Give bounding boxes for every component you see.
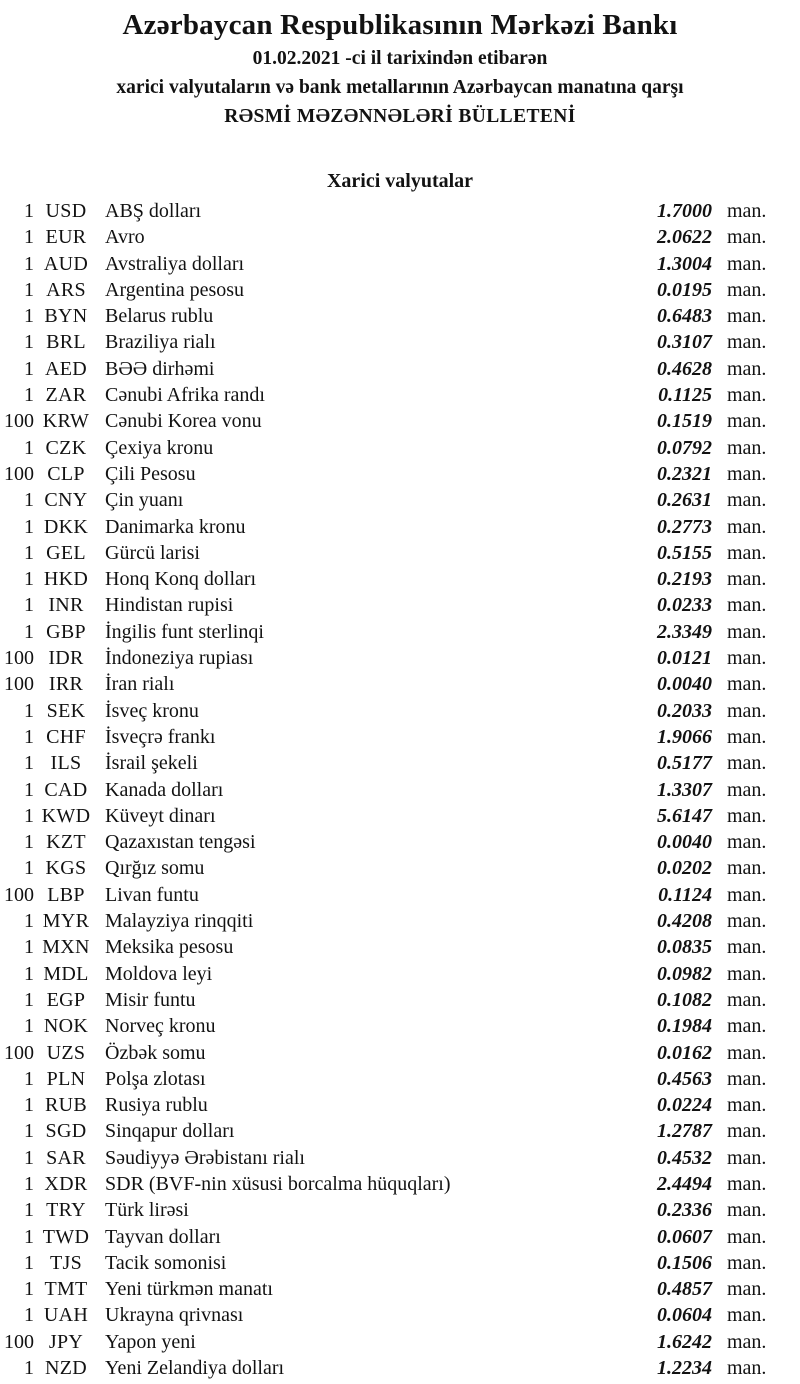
currency-name: Rusiya rublu [105,1094,208,1117]
currency-code: KGS [45,857,87,880]
table-row [0,1355,800,1381]
currency-unit: man. [727,331,767,354]
currency-rate: 0.4628 [657,357,712,380]
currency-name: Qazaxıstan tengəsi [105,831,256,854]
currency-code: EGP [46,988,86,1011]
table-row [0,487,800,513]
currency-quantity: 1 [24,226,34,249]
currency-rate: 0.0233 [657,594,712,617]
currency-name: Livan funtu [105,883,199,906]
table-row [0,1197,800,1223]
currency-quantity: 1 [24,910,34,933]
scope-line: xarici valyutaların və bank metallarının Azərbaycan manatına qarşı [116,77,684,98]
currency-rate: 0.4857 [657,1278,712,1301]
currency-rate: 0.0224 [657,1094,712,1117]
currency-code: KRW [42,410,90,433]
currency-rate: 0.4532 [657,1146,712,1169]
currency-name: Malayziya rinqqiti [105,910,254,933]
currency-rate: 0.1082 [657,988,712,1011]
currency-rate: 1.9066 [657,725,712,748]
currency-quantity: 1 [24,305,34,328]
table-row [0,303,800,329]
currency-name: Meksika pesosu [105,936,234,959]
currency-quantity: 1 [24,936,34,959]
currency-name: Tayvan dolları [105,1225,221,1248]
currency-rate: 1.2234 [657,1357,712,1380]
currency-name: Səudiyyə Ərəbistanı rialı [105,1146,305,1169]
currency-name: ABŞ dolları [105,200,202,222]
table-row [0,619,800,645]
currency-name: Yeni Zelandiya dolları [105,1357,285,1380]
currency-code: SAR [46,1146,86,1169]
table-row [0,698,800,724]
table-row [0,803,800,829]
currency-name: Belarus rublu [105,305,214,328]
currency-rate: 0.1984 [657,1015,712,1038]
currency-unit: man. [727,752,767,775]
currency-quantity: 1 [24,831,34,854]
currency-code: RUB [44,1094,88,1117]
currency-quantity: 1 [24,1015,34,1038]
currency-unit: man. [727,305,767,328]
currency-name: Braziliya rialı [105,331,216,354]
currency-unit: man. [727,857,767,880]
currency-name: Honq Konq dolları [105,568,257,591]
currency-quantity: 1 [24,1172,34,1195]
currency-quantity: 1 [24,752,34,775]
currency-name: İsveç kronu [105,699,199,722]
currency-name: Argentina pesosu [105,278,245,301]
currency-unit: man. [727,804,767,827]
currency-quantity: 1 [24,1357,34,1380]
table-row [0,224,800,250]
currency-code: AED [44,357,87,380]
currency-unit: man. [727,831,767,854]
currency-code: GBP [46,620,86,643]
currency-rate: 1.7000 [657,200,712,222]
currency-name: Yapon yeni [105,1330,196,1353]
currency-quantity: 1 [24,1120,34,1143]
currency-code: IDR [48,647,84,670]
currency-code: TRY [46,1199,86,1222]
table-row [0,251,800,277]
table-row [0,961,800,987]
currency-unit: man. [727,1146,767,1169]
currency-unit: man. [727,1015,767,1038]
currency-code: CNY [44,489,88,512]
currency-quantity: 1 [24,962,34,985]
table-row [0,1092,800,1118]
currency-code: EUR [45,226,87,249]
table-row [0,1145,800,1171]
currency-unit: man. [727,200,767,222]
currency-code: TJS [49,1251,83,1274]
currency-quantity: 1 [24,436,34,459]
currency-unit: man. [727,1278,767,1301]
currency-rate: 0.4563 [657,1067,712,1090]
currency-code: TWD [42,1225,90,1248]
currency-quantity: 1 [24,1251,34,1274]
currency-rate: 0.2193 [657,568,712,591]
currency-name: Cənubi Afrika randı [105,384,265,407]
currency-quantity: 1 [24,357,34,380]
currency-unit: man. [727,883,767,906]
table-row [0,855,800,881]
currency-unit: man. [727,988,767,1011]
table-row [0,671,800,697]
currency-rate: 5.6147 [657,804,712,827]
currency-rate: 0.2773 [657,515,712,538]
currency-code: LBP [47,883,85,906]
currency-name: Türk lirəsi [105,1199,189,1222]
currency-code: SEK [46,699,86,722]
currency-code: BYN [44,305,88,328]
currency-unit: man. [727,1094,767,1117]
currency-quantity: 100 [4,647,34,670]
currency-unit: man. [727,1225,767,1248]
currency-code: TMT [44,1278,88,1301]
currency-name: İndoneziya rupiası [105,647,254,670]
table-row [0,645,800,671]
currency-unit: man. [727,541,767,564]
currency-name: Küveyt dinarı [105,804,216,827]
currency-rate: 0.4208 [657,910,712,933]
currency-quantity: 1 [24,1225,34,1248]
currency-code: MXN [42,936,90,959]
bank-title: Azərbaycan Respublikasının Mərkəzi Bankı [122,9,678,41]
currency-name: Cənubi Korea vonu [105,410,262,433]
currency-unit: man. [727,1041,767,1064]
currency-name: İran rialı [105,673,175,696]
currency-name: Norveç kronu [105,1015,216,1038]
table-row [0,382,800,408]
currency-rate: 0.0195 [657,278,712,301]
table-row [0,540,800,566]
currency-name: Misir funtu [105,988,196,1011]
currency-code: ARS [46,278,86,301]
currency-unit: man. [727,384,767,407]
currency-code: AUD [43,252,89,275]
table-row [0,1066,800,1092]
currency-code: IRR [48,673,84,696]
currency-quantity: 100 [4,410,34,433]
currency-unit: man. [727,1120,767,1143]
currency-quantity: 1 [24,1304,34,1327]
table-row [0,1013,800,1039]
currency-rate: 0.2033 [657,699,712,722]
currency-rate: 0.2321 [657,462,712,485]
currency-rate: 0.1125 [658,384,712,407]
currency-unit: man. [727,252,767,275]
currency-code: MYR [42,910,90,933]
currency-quantity: 1 [24,1278,34,1301]
currency-rate-table [0,198,800,1381]
currency-unit: man. [727,673,767,696]
currency-name: İsrail şekeli [105,752,198,775]
currency-name: Avstraliya dolları [105,252,245,275]
table-row [0,1040,800,1066]
currency-name: Çili Pesosu [105,462,196,485]
table-row [0,934,800,960]
currency-quantity: 1 [24,778,34,801]
currency-rate: 2.0622 [657,226,712,249]
table-row [0,592,800,618]
currency-quantity: 1 [24,252,34,275]
table-row [0,987,800,1013]
currency-quantity: 100 [4,673,34,696]
currency-code: NOK [43,1015,89,1038]
currency-unit: man. [727,962,767,985]
currency-name: İngilis funt sterlinqi [105,620,264,643]
currency-unit: man. [727,462,767,485]
currency-quantity: 1 [24,1094,34,1117]
currency-unit: man. [727,515,767,538]
table-row [0,777,800,803]
currency-code: UZS [46,1041,86,1064]
currency-quantity: 1 [24,489,34,512]
currency-quantity: 100 [4,462,34,485]
currency-code: USD [45,200,87,222]
table-row [0,1329,800,1355]
currency-name: Yeni türkmən manatı [105,1278,273,1301]
currency-name: BƏƏ dirhəmi [105,357,215,380]
table-row [0,1276,800,1302]
bulletin-title: RƏSMİ MƏZƏNNƏLƏRİ BÜLLETENİ [224,106,576,127]
table-row [0,724,800,750]
currency-name: Polşa zlotası [105,1067,206,1090]
currency-unit: man. [727,1251,767,1274]
currency-quantity: 1 [24,804,34,827]
currency-rate: 0.2631 [657,489,712,512]
currency-code: GEL [46,541,86,564]
currency-rate: 0.6483 [657,305,712,328]
currency-name: Tacik somonisi [105,1251,227,1274]
currency-name: Hindistan rupisi [105,594,234,617]
currency-unit: man. [727,594,767,617]
currency-code: KWD [41,804,91,827]
currency-quantity: 1 [24,725,34,748]
currency-rate: 0.1506 [657,1251,712,1274]
currency-unit: man. [727,1067,767,1090]
currency-name: Danimarka kronu [105,515,246,538]
currency-rate: 0.0121 [657,647,712,670]
currency-name: Qırğız somu [105,857,205,880]
table-row [0,435,800,461]
currency-rate: 0.0040 [657,831,712,854]
currency-unit: man. [727,357,767,380]
currency-quantity: 1 [24,594,34,617]
currency-unit: man. [727,1357,767,1380]
currency-unit: man. [727,226,767,249]
currency-rate: 0.0607 [657,1225,712,1248]
currency-quantity: 1 [24,699,34,722]
currency-unit: man. [727,489,767,512]
currency-unit: man. [727,699,767,722]
currency-unit: man. [727,568,767,591]
currency-rate: 0.2336 [657,1199,712,1222]
currency-unit: man. [727,278,767,301]
currency-quantity: 1 [24,331,34,354]
currency-unit: man. [727,647,767,670]
currency-rate: 0.0982 [657,962,712,985]
currency-quantity: 1 [24,568,34,591]
currency-quantity: 1 [24,278,34,301]
currency-unit: man. [727,410,767,433]
table-row [0,329,800,355]
table-row [0,356,800,382]
currency-quantity: 1 [24,620,34,643]
currency-unit: man. [727,620,767,643]
currency-rate: 1.3307 [657,778,712,801]
currency-quantity: 1 [24,515,34,538]
currency-code: KZT [46,831,86,854]
currency-name: Özbək somu [105,1041,206,1064]
currency-quantity: 1 [24,1067,34,1090]
table-row [0,514,800,540]
currency-code: XDR [44,1172,88,1195]
table-row [0,1118,800,1144]
currency-name: Kanada dolları [105,778,224,801]
table-row [0,908,800,934]
currency-rate: 0.0162 [657,1041,712,1064]
table-row [0,277,800,303]
currency-rate: 2.3349 [657,620,712,643]
currency-code: PLN [46,1067,86,1090]
currency-name: Gürcü larisi [105,541,200,564]
currency-unit: man. [727,1199,767,1222]
currency-quantity: 1 [24,541,34,564]
currency-unit: man. [727,725,767,748]
currency-code: DKK [43,515,89,538]
currency-rate: 0.5155 [657,541,712,564]
currency-code: HKD [43,568,89,591]
table-row [0,198,800,224]
currency-code: ZAR [45,384,87,407]
table-row [0,750,800,776]
currency-code: CZK [45,436,87,459]
currency-rate: 1.3004 [657,252,712,275]
currency-quantity: 1 [24,988,34,1011]
currency-code: UAH [43,1304,89,1327]
currency-rate: 0.0792 [657,436,712,459]
table-row [0,1171,800,1197]
currency-rate: 1.6242 [657,1330,712,1353]
currency-quantity: 1 [24,384,34,407]
currency-rate: 0.1519 [657,410,712,433]
currency-rate: 0.0040 [657,673,712,696]
currency-rate: 1.2787 [657,1120,712,1143]
currency-quantity: 100 [4,1041,34,1064]
currency-rate: 0.0604 [657,1304,712,1327]
table-row [0,408,800,434]
currency-rate: 2.4494 [657,1172,712,1195]
document-header [0,0,800,131]
currency-quantity: 1 [24,1146,34,1169]
currency-rate: 0.3107 [657,331,712,354]
currency-unit: man. [727,910,767,933]
table-row [0,566,800,592]
currency-quantity: 1 [24,857,34,880]
effective-date-line: 01.02.2021 -ci il tarixindən etibarən [252,48,548,69]
currency-name: Çexiya kronu [105,436,214,459]
currency-code: BRL [46,331,86,354]
currency-code: CAD [44,778,88,801]
currency-code: CLP [47,462,85,485]
table-row [0,829,800,855]
currency-unit: man. [727,436,767,459]
currency-code: MDL [43,962,89,985]
currency-quantity: 1 [24,1199,34,1222]
currency-name: SDR (BVF-nin xüsusi borcalma hüquqları) [105,1172,451,1195]
currency-unit: man. [727,1330,767,1353]
currency-quantity: 100 [4,883,34,906]
currency-rate: 0.0202 [657,857,712,880]
currency-unit: man. [727,778,767,801]
table-row [0,882,800,908]
currency-code: NZD [44,1357,87,1380]
currency-rate: 0.0835 [657,936,712,959]
currency-unit: man. [727,1172,767,1195]
currency-quantity: 100 [4,1330,34,1353]
section-title-foreign-currencies: Xarici valyutalar [326,170,474,192]
table-row [0,1250,800,1276]
table-row [0,1224,800,1250]
currency-name: Moldova leyi [105,962,213,985]
currency-rate: 0.1124 [658,883,712,906]
currency-name: Sinqapur dolları [105,1120,235,1143]
currency-code: INR [48,594,84,617]
currency-quantity: 1 [24,200,34,222]
currency-code: JPY [48,1330,84,1353]
currency-name: Ukrayna qrivnası [105,1304,244,1327]
currency-name: Avro [105,226,145,249]
currency-rate: 0.5177 [657,752,712,775]
currency-code: ILS [50,752,82,775]
table-row [0,461,800,487]
currency-name: Çin yuanı [105,489,184,512]
currency-code: SGD [45,1120,87,1143]
currency-code: CHF [46,725,86,748]
currency-name: İsveçrə frankı [105,725,216,748]
currency-unit: man. [727,936,767,959]
currency-unit: man. [727,1304,767,1327]
table-row [0,1302,800,1328]
